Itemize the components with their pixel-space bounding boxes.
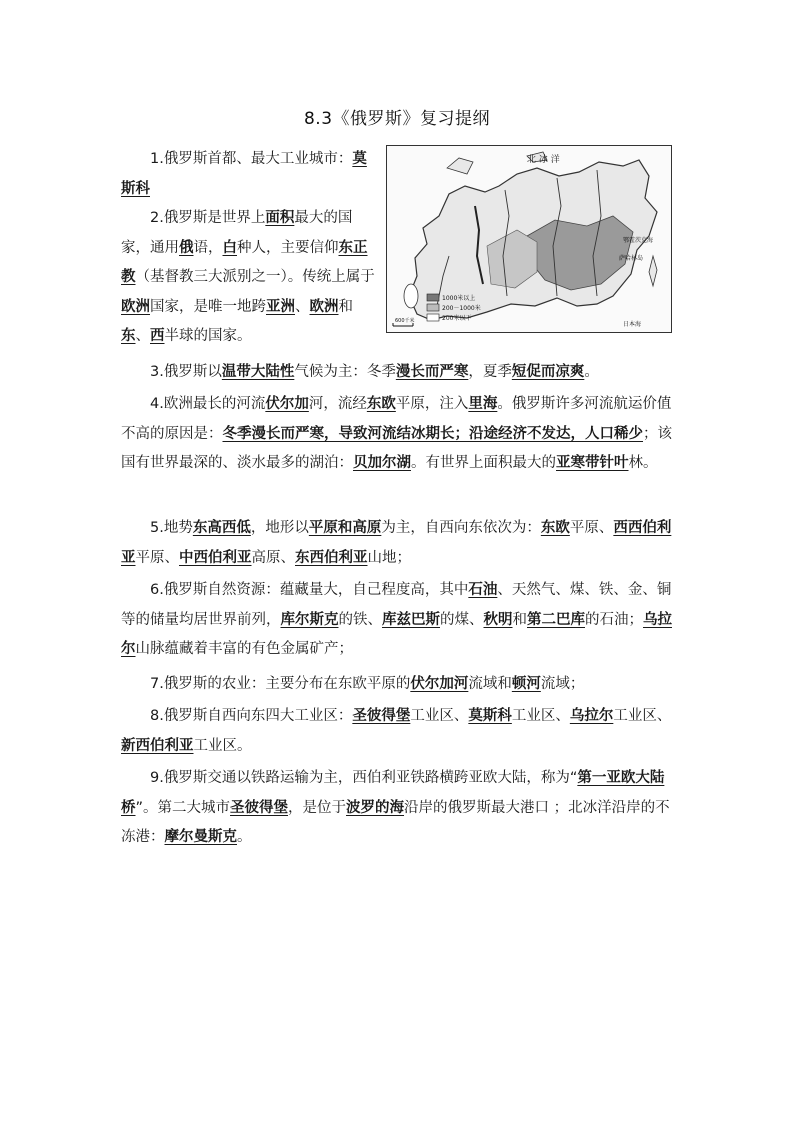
text-segment: 山地； [367,549,411,566]
sakhalin-island [649,256,657,286]
text-segment: 平原、 [569,520,614,536]
keyword: 乌拉尔 [569,708,614,724]
sea-label-north: 北 冰 洋 [527,155,560,165]
text-segment: 。 [237,829,252,845]
text-segment: 平原，注入 [395,396,469,412]
keyword: 欧洲 [309,298,339,315]
text-segment: ，夏季 [468,364,512,380]
text-segment: 。有世界上面积最大的 [411,455,556,471]
text-segment: 、 [295,298,310,315]
text-segment: （基督教三大派别之一）。传统上属于 [135,269,375,285]
keyword: 东欧 [540,520,570,536]
text-segment: 1.俄罗斯首都、最大工业城市： [150,151,353,167]
keyword: 俄 [179,239,194,256]
item-p1 [121,145,379,204]
item-p5 [121,514,677,573]
item-p2 [121,204,379,352]
keyword: 第二巴库 [527,611,585,628]
keyword: 库尔斯克 [280,611,339,628]
text-segment: 平原、 [135,549,179,566]
text-segment: ”。第二大城市 [135,799,231,816]
text-segment: 种人，主要信仰 [237,239,339,256]
keyword: 新西伯利亚 [121,737,194,754]
keyword: 圣彼得堡 [230,799,289,816]
text-segment: 、 [135,328,150,344]
text-segment: ，是位于 [288,799,347,816]
text-segment: 为主，自西向东依次为： [381,520,541,536]
text-segment: 7.俄罗斯的农业：主要分布在东欧平原的 [150,676,411,692]
text-segment: 沿岸的俄罗斯最大港口 ；北冰洋沿岸的不冻港： [121,799,670,845]
keyword: 冬季漫长而严寒，导致河流结冰期长；沿途经济不发达，人口稀少 [222,425,643,442]
keyword: 亚寒带针叶 [556,455,629,471]
legend-label-mid: 200－1000米 [442,305,481,312]
keyword: 亚洲 [266,298,295,315]
item-p8 [121,702,677,761]
keyword: 东 [121,328,136,344]
text-segment: 和 [338,298,353,315]
item-p7 [121,670,677,700]
keyword: 库兹巴斯 [382,611,440,628]
text-segment: 最大的国家，通用 [121,210,353,256]
keyword: 白 [222,239,237,256]
text-segment: 工业区、 [613,708,672,724]
legend-label-low: 200米以下 [442,315,472,322]
text-segment: 的铁、 [338,611,382,628]
text-segment: 山脉蕴藏着丰富的有色金属矿产； [135,641,353,657]
text-segment: 6.俄罗斯自然资源：蕴藏量大，自己程度高，其中 [150,582,469,598]
text-segment: 和 [512,611,527,628]
text-segment: ，地形以 [250,520,309,536]
text-segment: 林。 [628,455,658,471]
keyword: 伏尔加 [265,396,309,412]
keyword: 里海 [468,396,498,412]
item-p4 [121,390,677,479]
keyword: 东欧 [366,396,396,412]
text-segment: 2.俄罗斯是世界上 [150,210,266,226]
text-segment: ；该国有世界最深的、淡水最多的湖泊： [121,425,672,471]
item-p6 [121,576,677,665]
legend-label-high: 1000米以上 [442,295,476,302]
keyword: 波罗的海 [346,799,405,816]
sea-label-okhotsk: 鄂霍茨克海 [623,237,654,244]
keyword: 摩尔曼斯克 [164,829,237,845]
keyword: 温带大陆性 [221,364,295,380]
text-segment: 工业区、 [410,708,469,724]
text-segment: 河，流经 [308,396,367,412]
keyword: 欧洲 [121,298,150,315]
keyword: 第一亚欧大陆桥 [121,770,665,816]
keyword: 莫斯科 [468,708,512,724]
keyword: 面积 [265,210,295,226]
label-sakhalin: 萨哈林岛 [619,255,644,262]
text-segment: 8.俄罗斯自西向东四大工业区： [150,708,353,724]
keyword: 东高西低 [192,520,251,536]
keyword: 东西伯利亚 [295,549,368,566]
text-segment: 。 [584,364,599,380]
text-segment: 气候为主：冬季 [294,364,396,380]
text-segment: 工业区。 [193,737,252,754]
text-segment: 工业区、 [511,708,570,724]
russia-map [386,145,672,333]
item-p3 [121,358,677,388]
text-segment: 。俄罗斯许多河流航运价值不高的原因是： [121,396,672,442]
page-title: 8.3《俄罗斯》复习提纲 [303,109,491,129]
text-segment: 高原、 [251,549,295,566]
map-island [447,158,473,174]
keyword: 贝加尔湖 [353,455,411,471]
sea-label-japan: 日本海 [623,321,642,328]
text-segment: 流域； [540,676,585,692]
text-segment: 的煤、 [440,611,484,628]
text-segment: 流域和 [468,676,512,692]
caspian-sea [404,284,418,308]
keyword: 漫长而严寒 [395,364,469,380]
item-p9 [121,764,677,853]
text-segment: 、天然气、煤、铁、金、铜等的储量均居世界前列， [121,582,672,628]
text-segment: 9.俄罗斯交通以铁路运输为主，西伯利亚铁路横跨亚欧大陆，称为“ [150,770,578,786]
map-scale-bar [393,317,415,326]
keyword: 短促而凉爽 [511,364,585,380]
text-segment: 的石油； [585,611,643,628]
keyword: 平原和高原 [308,520,382,536]
keyword: 乌拉尔 [121,611,672,657]
text-segment: 语， [193,239,223,256]
text-segment: 4.欧洲最长的河流 [150,396,266,412]
keyword: 东正教 [121,239,368,285]
text-segment: 半球的国家。 [164,328,252,344]
keyword: 西 [150,328,165,344]
text-segment: 国家，是唯一地跨 [150,298,266,315]
keyword: 秋明 [483,611,513,628]
keyword: 西西伯利亚 [121,520,672,566]
keyword: 石油 [468,582,498,598]
text-segment: 5.地势 [150,520,193,536]
text-segment: 3.俄罗斯以 [150,364,222,380]
map-legend [427,294,481,322]
keyword: 圣彼得堡 [352,708,411,724]
keyword: 伏尔加河 [410,676,469,692]
keyword: 中西伯利亚 [179,549,252,566]
scale-label: 600千米 [395,318,415,324]
russia-map-figure [387,146,671,332]
keyword: 顿河 [511,676,541,692]
keyword: 莫斯科 [121,151,367,197]
